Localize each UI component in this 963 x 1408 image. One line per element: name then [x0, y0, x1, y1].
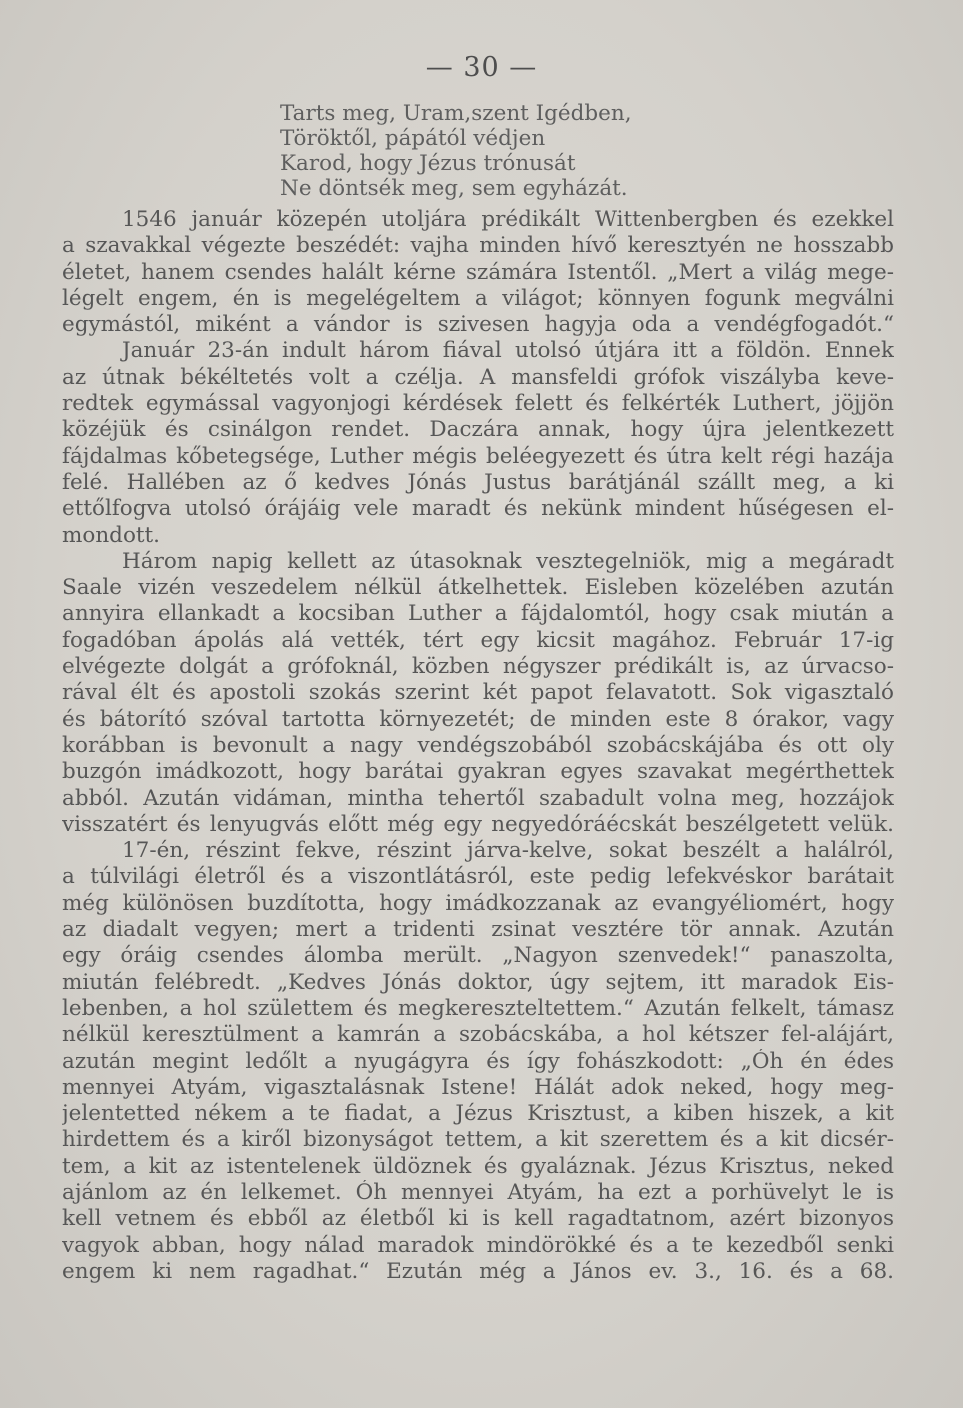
verse-line: Tarts meg, Uram,szent Igédben,: [280, 101, 632, 126]
text-line: az diadalt vegyen; mert a tridenti zsinat vesztére tör annak. Azután: [62, 917, 894, 943]
text-line: közéjük és csinálgon rendet. Daczára annak, hogy újra jelentkezett: [62, 417, 894, 443]
text-line: Három napig kellett az útasoknak vesztegelniök, mig a megáradt: [122, 548, 894, 574]
verse-line: Karod, hogy Jézus trónusát: [280, 151, 576, 176]
text-line: egymástól, miként a vándor is szivesen hagyja oda a vendégfogadót.“: [62, 312, 894, 338]
text-line: a túlvilági életről és a viszontlátásról, este pedig lefekvéskor barátait: [62, 864, 894, 890]
hymn-verse: [280, 101, 632, 201]
text-line: annyira ellankadt a kocsiban Luther a fájdalomtól, hogy csak miután a: [62, 601, 894, 627]
text-line: redtek egymással vagyonjogi kérdések felett és felkérték Luthert, jöjjön: [62, 391, 894, 417]
text-line: ettőlfogva utolsó órájáig vele maradt és nekünk mindent hűségesen el-: [62, 496, 894, 522]
text-line: azután megint ledőlt a nyugágyra és így fohászkodott: „Óh én édes: [62, 1048, 894, 1074]
text-line: Saale vizén veszedelem nélkül átkelhettek. Eisleben közelében azután: [62, 575, 894, 601]
text-line: kell vetnem és ebből az életből ki is kell ragadtatnom, azért bizonyos: [62, 1206, 894, 1232]
text-line: vagyok abban, hogy nálad maradok mindörökké és a te kezedből senki: [62, 1232, 894, 1258]
text-line: ajánlom az én lelkemet. Óh mennyei Atyám, ha ezt a porhüvelyt le is: [62, 1179, 894, 1205]
text-line: buzgón imádkozott, hogy barátai gyakran egyes szavakat megérthettek: [62, 759, 894, 785]
text-line: engem ki nem ragadhat.“ Ezután még a János ev. 3., 16. és a 68.: [62, 1258, 894, 1284]
text-line: miután felébredt. „Kedves Jónás doktor, úgy sejtem, itt maradok Eis-: [62, 969, 894, 995]
body-text: [62, 207, 894, 1285]
text-line: felé. Hallében az ő kedves Jónás Justus barátjánál szállt meg, a ki: [62, 469, 894, 495]
text-line: az útnak békéltetés volt a czélja. A mansfeldi grófok viszályba keve-: [62, 364, 894, 390]
text-line: nélkül keresztülment a kamrán a szobácskába, a hol kétszer fel-alájárt,: [62, 1022, 894, 1048]
text-line: jelentetted nékem a te fiadat, a Jézus Krisztust, a kiben hiszek, a kit: [62, 1101, 894, 1127]
text-line: életet, hanem csendes halált kérne számára Istentől. „Mert a világ mege-: [62, 259, 894, 285]
text-line: Január 23-án indult három fiával utolsó útjára itt a földön. Ennek: [122, 338, 894, 364]
text-line: elvégezte dolgát a grófoknál, közben négyszer prédikált is, az úrvacso-: [62, 654, 894, 680]
text-line: tem, a kit az istentelenek üldöznek és gyaláznak. Jézus Krisztus, neked: [62, 1153, 894, 1179]
text-line: fogadóban ápolás alá vették, tért egy kicsit magához. Február 17-ig: [62, 627, 894, 653]
text-line: rával élt és apostoli szokás szerint két papot felavatott. Sok vigasztaló: [62, 680, 894, 706]
text-line: mondott.: [62, 522, 160, 548]
text-line: hirdettem és a kiről bizonyságot tettem, a kit szerettem és a kit dicsér-: [62, 1127, 894, 1153]
text-line: még különösen buzdította, hogy imádkozzanak az evangyéliomért, hogy: [62, 890, 894, 916]
verse-line: Ne döntsék meg, sem egyházát.: [280, 176, 628, 201]
text-line: lebenben, a hol születtem és megkereszteltettem.“ Azután felkelt, támasz: [62, 995, 894, 1021]
text-line: visszatért és lenyugvás előtt még egy negyedóráécskát beszélgetett velük.: [62, 811, 894, 837]
text-line: légelt engem, én is megelégeltem a világot; könnyen fogunk megválni: [62, 285, 894, 311]
text-line: abból. Azután vidáman, mintha tehertől szabadult volna meg, hozzájok: [62, 785, 894, 811]
text-line: a szavakkal végezte beszédét: vajha minden hívő keresztyén ne hosszabb: [62, 233, 894, 259]
text-line: fájdalmas kőbetegsége, Luther mégis beléegyezett és útra kelt régi hazája: [62, 443, 894, 469]
text-line: mennyei Atyám, vigasztalásnak Istene! Hálát adok neked, hogy meg-: [62, 1074, 894, 1100]
text-line: egy óráig csendes álomba merült. „Nagyon szenvedek!“ panaszolta,: [62, 943, 894, 969]
text-line: 17-én, részint fekve, részint járva-kelve, sokat beszélt a halálról,: [122, 838, 894, 864]
verse-line: Töröktől, pápától védjen: [280, 126, 546, 151]
text-line: 1546 január közepén utoljára prédikált Wittenbergben és ezekkel: [122, 207, 894, 232]
text-line: és bátorító szóval tartotta környezetét; de minden este 8 órakor, vagy: [62, 706, 894, 732]
text-line: korábban is bevonult a nagy vendégszobából szobácskájába és ott oly: [62, 732, 894, 758]
page-number: — 30 —: [425, 52, 538, 83]
